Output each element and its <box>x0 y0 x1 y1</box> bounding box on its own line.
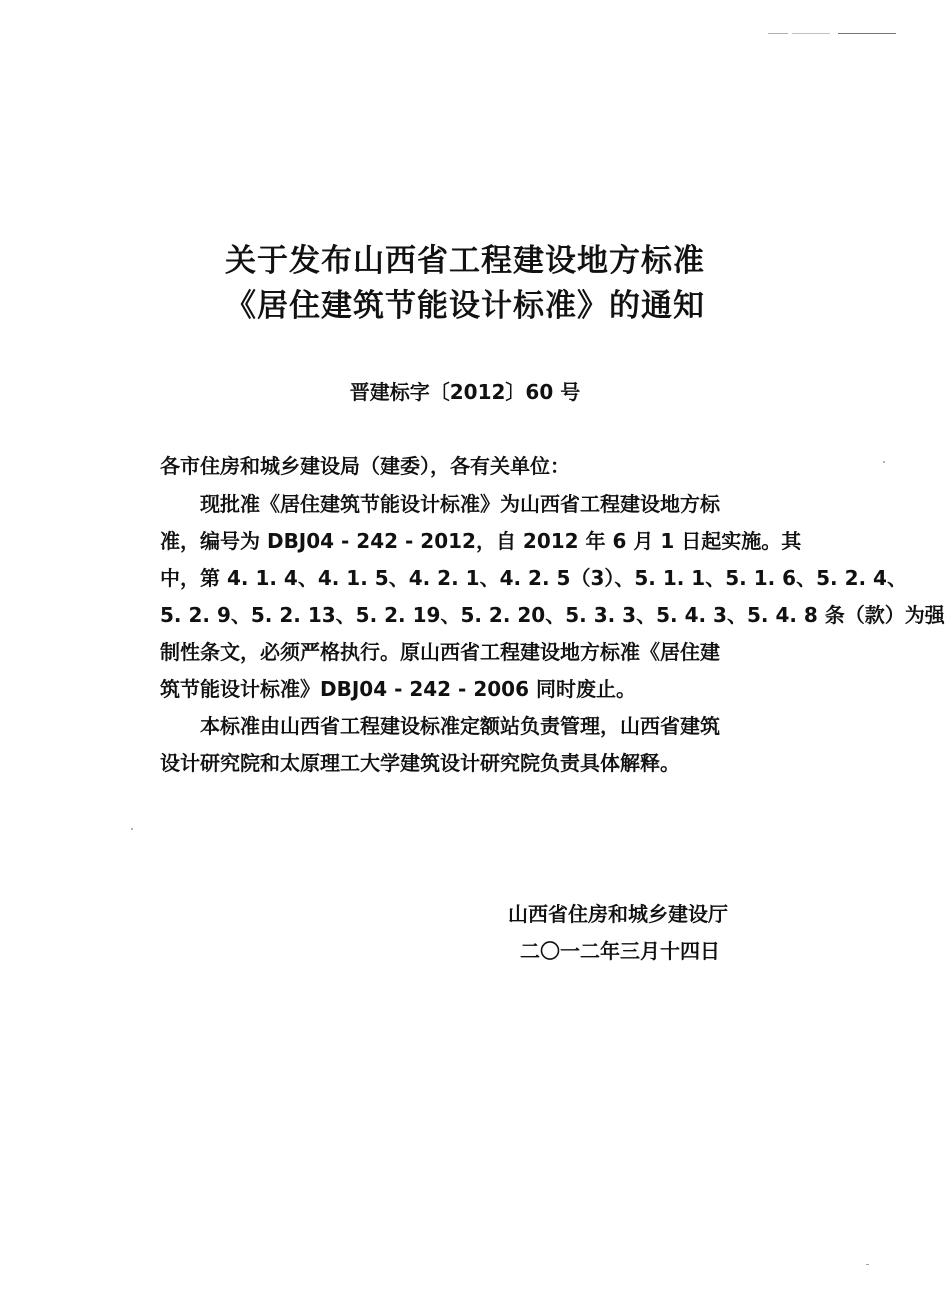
body-line: 本标准由山西省工程建设标准定额站负责管理，山西省建筑 <box>200 714 720 738</box>
scan-artifact <box>838 33 896 34</box>
notice-title-line-1: 关于发布山西省工程建设地方标准 <box>225 243 705 279</box>
issuer-name: 山西省住房和城乡建设厅 <box>508 902 728 926</box>
body-line: 制性条文，必须严格执行。原山西省工程建设地方标准《居住建 <box>160 640 720 664</box>
body-line: 准，编号为 DBJ04 - 242 - 2012，自 2012 年 6 月 1 日起实施。其 <box>160 529 802 553</box>
body-line: 现批准《居住建筑节能设计标准》为山西省工程建设地方标 <box>200 492 720 516</box>
addressee-line: 各市住房和城乡建设局（建委），各有关单位： <box>160 454 570 478</box>
scan-speck <box>866 1264 869 1265</box>
body-line: 筑节能设计标准》DBJ04 - 242 - 2006 同时废止。 <box>160 677 636 701</box>
scan-speck <box>883 461 885 463</box>
body-line: 5. 2. 9、5. 2. 13、5. 2. 19、5. 2. 20、5. 3. 3、5. 4. 3、5. 4. 8 条（款）为强 <box>160 603 945 627</box>
scan-artifact <box>792 33 830 34</box>
document-number: 晋建标字〔2012〕60 号 <box>349 380 581 404</box>
issue-date: 二〇一二年三月十四日 <box>520 939 720 963</box>
body-line: 设计研究院和太原理工大学建筑设计研究院负责具体解释。 <box>160 751 680 775</box>
scan-artifact <box>768 33 788 34</box>
notice-title-line-2: 《居住建筑节能设计标准》的通知 <box>225 288 705 324</box>
body-line: 中，第 4. 1. 4、4. 1. 5、4. 2. 1、4. 2. 5（3）、5. 1. 1、5. 1. 6、5. 2. 4、 <box>160 566 907 590</box>
scan-speck <box>131 828 133 830</box>
